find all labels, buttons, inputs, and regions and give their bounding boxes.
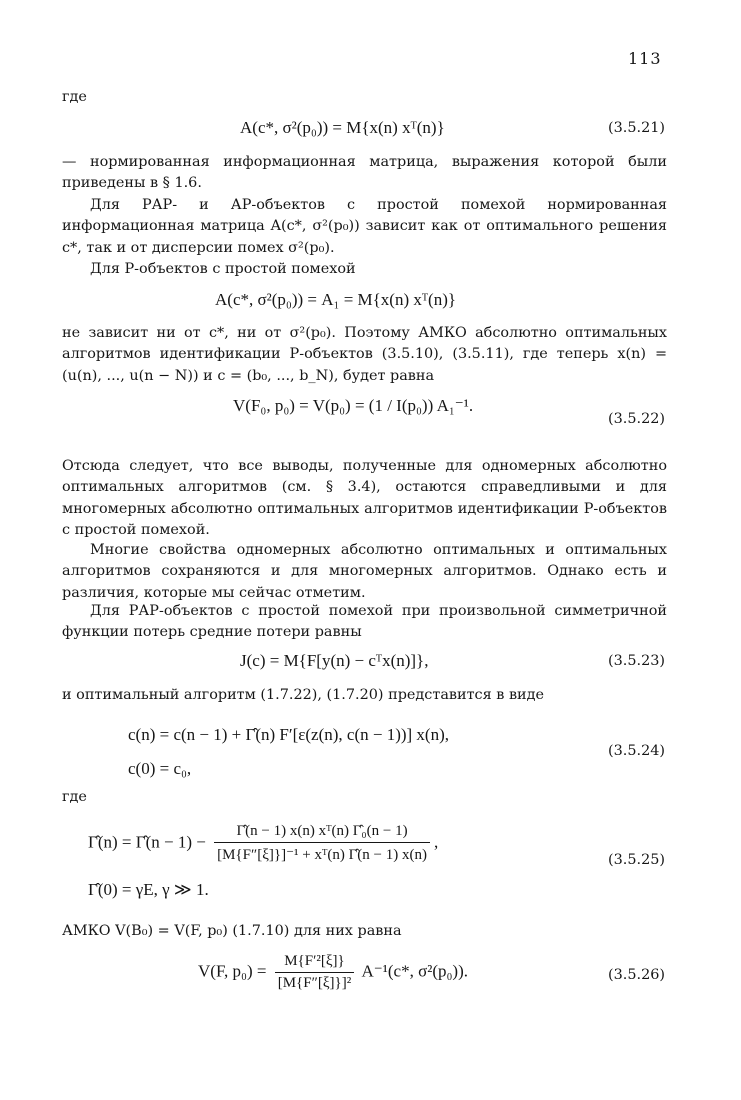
- equation-3-5-26: [198, 953, 468, 992]
- equation-number-3-5-26: (3.5.26): [608, 967, 666, 983]
- equation-3-5-21: A(c*, σ²(p₀)) = M{x(n) xᵀ(n)}: [240, 118, 445, 137]
- paragraph-5: Отсюда следует, что все выводы, полученные для одномерных абсолютно оптимальных алгоритмов (см. § 3.4), остаются справедливыми и для многомерных абсолютно оптимальных алгоритмов идентификации Р-объектов с простой помехой.: [62, 458, 667, 538]
- equation-3-5-25-line-1: Γ̂(n) = Γ̂(n − 1) − $\frac{\text{Γ̂(n − 1) x(n) xᵀ(n) Γ̂₀(n − 1)}}{\text{[M\{F″[ξ]\}]⁻¹ + xᵀ(n) Γ̂(n − 1) x(n)}}$ ,: [88, 823, 439, 863]
- page-number: 113: [628, 49, 662, 68]
- equation-3-5-25-numerator: Γ̂(n − 1) x(n) xᵀ(n) Γ̂₀(n − 1): [236, 823, 408, 839]
- equation-3-5-25-denominator: [M{F″[ξ]}]⁻¹ + xᵀ(n) Γ̂(n − 1) x(n): [214, 842, 430, 864]
- paragraph-4: не зависит ни от c*, ни от σ²(p₀). Поэтому АМКО абсолютно оптимальных алгоритмов идентификации Р-объектов (3.5.10), (3.5.11), где теперь x(n) = (u(n), ..., u(n − N)) и c = (b₀, ..., b_N), будет равна: [62, 325, 667, 384]
- equation-number-3-5-23: (3.5.23): [608, 653, 666, 669]
- equation-3-5-24-line-2: c(0) = c₀,: [128, 759, 192, 778]
- equation-A1: A(c*, σ²(p₀)) = A₁ = M{x(n) xᵀ(n)}: [215, 290, 457, 309]
- paragraph-3: Для Р-объектов с простой помехой: [90, 261, 356, 277]
- equation-3-5-25-fraction: [214, 823, 430, 864]
- equation-number-3-5-22: (3.5.22): [608, 411, 666, 427]
- paragraph-9: АМКО V(B₀) = V(F, p₀) (1.7.10) для них равна: [62, 923, 402, 939]
- equation-3-5-26-numerator: M{F′²[ξ]}: [284, 953, 345, 969]
- equation-3-5-23: J(c) = M{F[y(n) − cᵀx(n)]},: [240, 651, 429, 670]
- equation-3-5-25-lhs: Γ̂(n) = Γ̂(n − 1) −: [88, 832, 206, 852]
- equation-3-5-25-line-2: Γ̂(0) = γE, γ ≫ 1.: [88, 880, 209, 899]
- equation-number-3-5-24: (3.5.24): [608, 743, 666, 759]
- paragraph-7: Для РАР-объектов с простой помехой при произвольной симметричной функции потерь средние потери равны: [62, 603, 667, 641]
- equation-3-5-26-rhs: A⁻¹(c*, σ²(p₀)).: [361, 961, 469, 981]
- equation-3-5-24-line-1: c(n) = c(n − 1) + Γ̂(n) F′[ε(z(n), c(n − 1))] x(n),: [128, 725, 449, 744]
- equation-3-5-26-denominator: [M{F″[ξ]}]²: [275, 972, 355, 992]
- where-label-1: где: [62, 89, 87, 105]
- equation-3-5-26-fraction: [275, 953, 355, 992]
- equation-number-3-5-25: (3.5.25): [608, 852, 666, 868]
- paragraph-2: Для РАР- и АР-объектов с простой помехой нормированная информационная матрица A(c*, σ²(p₀)) зависит как от оптимального решения c*, так и от дисперсии помех σ²(p₀).: [62, 197, 667, 256]
- equation-3-5-26-lhs: V(F, p₀) =: [198, 961, 267, 981]
- where-label-2: где: [62, 789, 87, 805]
- paragraph-1: — нормированная информационная матрица, выражения которой были приведены в § 1.6.: [62, 154, 667, 192]
- paragraph-8: и оптимальный алгоритм (1.7.22), (1.7.20) представится в виде: [62, 687, 545, 703]
- paragraph-6: Многие свойства одномерных абсолютно оптимальных и оптимальных алгоритмов сохраняются и для многомерных алгоритмов. Однако есть и различия, которые мы сейчас отметим.: [62, 542, 667, 601]
- equation-3-5-22: V(F₀, p₀) = V(p₀) = (1 / I(p₀)) A₁⁻¹.: [233, 396, 474, 415]
- equation-number-3-5-21: (3.5.21): [608, 120, 666, 136]
